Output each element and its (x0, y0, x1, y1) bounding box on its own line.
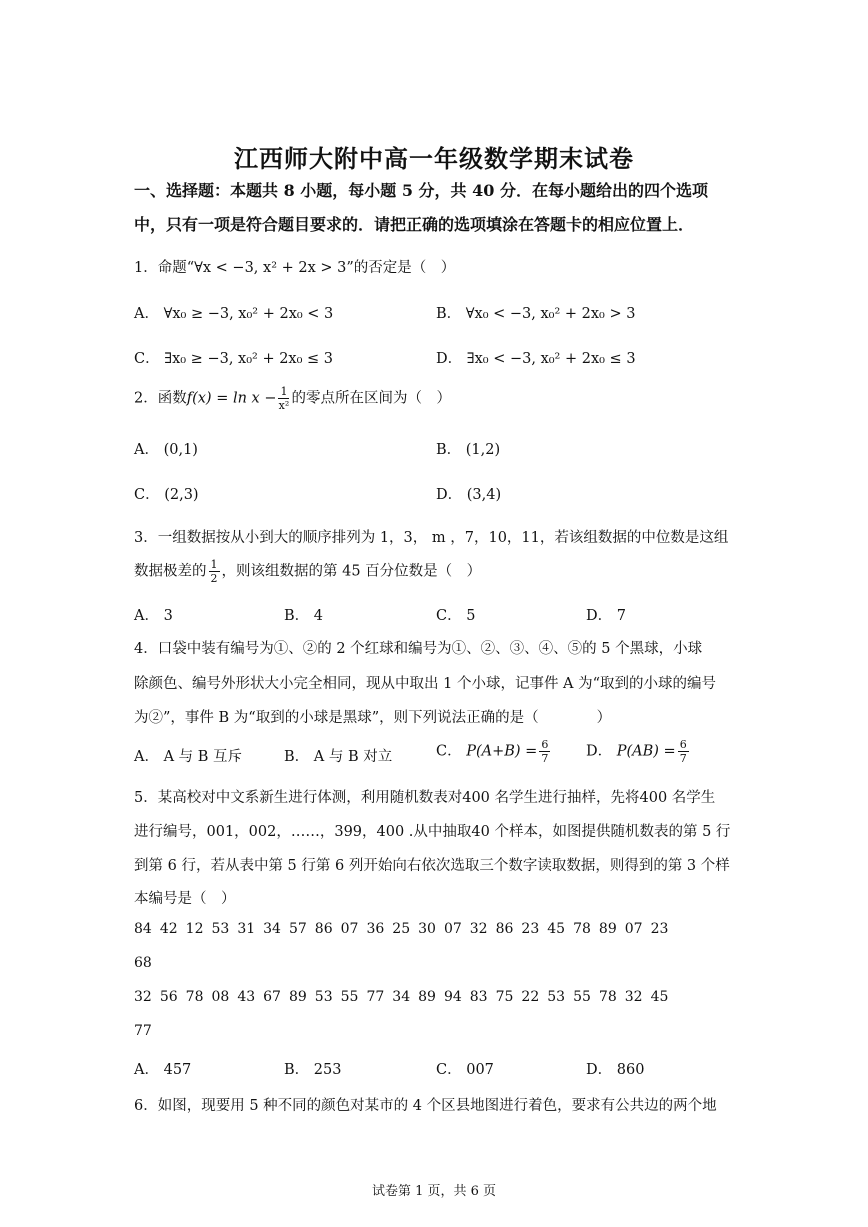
q2-option-d: D． (3,4) (436, 487, 502, 503)
q1-prefix: 1．命题“ (134, 260, 195, 276)
q4-option-b: B． A 与 B 对立 (284, 749, 393, 765)
random-number: 53 (547, 989, 566, 1005)
random-number: 07 (340, 921, 359, 937)
random-number: 07 (624, 921, 643, 937)
question-1-stem (134, 256, 455, 277)
random-number: 12 (185, 921, 204, 937)
q3-option-d: D． 7 (586, 608, 626, 624)
q1-math: ∀x < −3, x² + 2x > 3 (194, 260, 347, 276)
question-5-line2: 进行编号，001，002，……，399，400 .从中抽取40 个样本，如图提供随机数表的第 5 行 (134, 824, 731, 840)
random-number: 23 (650, 921, 669, 937)
question-4-line2: 除颜色、编号外形状大小完全相同，现从中取出 1 个小球，记事件 A 为“取到的小球的编号 (134, 676, 717, 692)
random-number: 89 (418, 989, 436, 1005)
random-number: 55 (340, 989, 359, 1005)
random-number: 45 (547, 921, 566, 937)
question-2-stem: 2．函数f(x) = ln x − $\frac{1}{\text{x²}}$ 的零点所在区间为（ ） (134, 385, 451, 412)
random-table-row-5-tail: 68 (134, 955, 152, 971)
page-title: 江西师大附中高一年级数学期末试卷 (234, 144, 634, 173)
question-4-line3: 为②”，事件 B 为“取到的小球是黑球”，则下列说法正确的是（ ） (134, 710, 612, 726)
q5-option-a: A． 457 (134, 1062, 192, 1078)
random-number: 94 (443, 989, 462, 1005)
random-number: 86 (314, 921, 333, 937)
q3-option-c: C． 5 (436, 608, 476, 624)
random-number: 25 (392, 921, 411, 937)
random-number: 89 (288, 989, 307, 1005)
q3-option-a: A． 3 (134, 608, 173, 624)
question-5-line3: 到第 6 行，若从表中第 5 行第 6 列开始向右依次选取三个数字读取数据，则得到的第 3 个样 (134, 858, 730, 874)
q1-option-d: D． ∃x₀ < −3, x₀² + 2x₀ ≤ 3 (436, 351, 636, 367)
random-number: 07 (443, 921, 462, 937)
random-number: 77 (366, 989, 385, 1005)
random-number: 32 (134, 989, 152, 1005)
q2-fraction: $\frac{1}{\text{x²}}$ (278, 385, 290, 412)
q1-option-b: B． ∀x₀ < −3, x₀² + 2x₀ > 3 (436, 306, 636, 322)
question-5-line4: 本编号是（ ） (134, 891, 236, 907)
section-heading (134, 174, 744, 242)
random-number: 32 (624, 989, 643, 1005)
random-number: 30 (418, 921, 436, 937)
random-number: 08 (211, 989, 230, 1005)
random-number: 84 (134, 921, 152, 937)
random-number: 31 (237, 921, 256, 937)
q5-option-d: D． 860 (586, 1062, 645, 1078)
question-5-line1: 5．某高校对中文系新生进行体测，利用随机数表对400 名学生进行抽样，先将400 名学生 (134, 790, 716, 806)
question-6-line1: 6．如图，现要用 5 种不同的颜色对某市的 4 个区县地图进行着色，要求有公共边的两个地 (134, 1098, 717, 1114)
random-number: 89 (598, 921, 617, 937)
random-number: 36 (366, 921, 385, 937)
random-number: 34 (263, 921, 281, 937)
q5-option-c: C． 007 (436, 1062, 494, 1078)
q1-option-c: C． ∃x₀ ≥ −3, x₀² + 2x₀ ≤ 3 (134, 351, 334, 367)
random-number: 67 (263, 989, 281, 1005)
q5-option-b: B． 253 (284, 1062, 342, 1078)
random-table-row-5 (134, 921, 676, 937)
q1-option-a: A． ∀x₀ ≥ −3, x₀² + 2x₀ < 3 (134, 306, 334, 322)
q1-suffix: ”的否定是（ ） (346, 260, 456, 276)
random-number: 23 (521, 921, 540, 937)
random-number: 42 (159, 921, 178, 937)
random-number: 34 (392, 989, 411, 1005)
section-heading-line1: 一、选择题：本题共 8 小题，每小题 5 分，共 40 分．在每小题给出的四个选项 (134, 181, 708, 200)
q4-option-a: A． A 与 B 互斥 (134, 749, 243, 765)
random-number: 45 (650, 989, 669, 1005)
page-footer: 试卷第 1 页，共 6 页 (371, 1184, 497, 1199)
random-number: 78 (573, 921, 591, 937)
q2-option-b: B． (1,2) (436, 442, 501, 458)
random-number: 75 (495, 989, 514, 1005)
random-number: 55 (573, 989, 591, 1005)
random-number: 53 (314, 989, 333, 1005)
q2-option-c: C． (2,3) (134, 487, 199, 503)
q3-option-b: B． 4 (284, 608, 323, 624)
random-number: 53 (211, 921, 230, 937)
random-number: 86 (495, 921, 514, 937)
random-table-row-6 (134, 989, 676, 1005)
q4-option-c: C． P(A+B) = $\frac{6}{7}$ (436, 738, 549, 765)
random-number: 57 (288, 921, 307, 937)
q4-option-d: D． P(AB) = $\frac{6}{7}$ (586, 738, 687, 765)
random-number: 22 (521, 989, 540, 1005)
random-number: 32 (469, 921, 488, 937)
question-3-line1: 3．一组数据按从小到大的顺序排列为 1，3， m ，7，10，11，若该组数据的中位数是这组 (134, 530, 729, 546)
question-4-line1: 4．口袋中装有编号为①、②的 2 个红球和编号为①、②、③、④、⑤的 5 个黑球，小球 (134, 641, 703, 657)
random-number: 78 (598, 989, 617, 1005)
random-number: 56 (159, 989, 178, 1005)
q2-option-a: A． (0,1) (134, 442, 198, 458)
q3-fraction: $\frac{1}{2}$ (210, 558, 218, 585)
random-number: 78 (185, 989, 204, 1005)
random-number: 43 (237, 989, 256, 1005)
section-heading-line2: 中，只有一项是符合题目要求的．请把正确的选项填涂在答题卡的相应位置上． (134, 215, 695, 234)
random-number: 83 (469, 989, 488, 1005)
question-3-line2: 数据极差的 $\frac{1}{2}$ ，则该组数据的第 45 百分位数是（ ） (134, 558, 482, 585)
random-table-row-6-tail: 77 (134, 1023, 152, 1039)
